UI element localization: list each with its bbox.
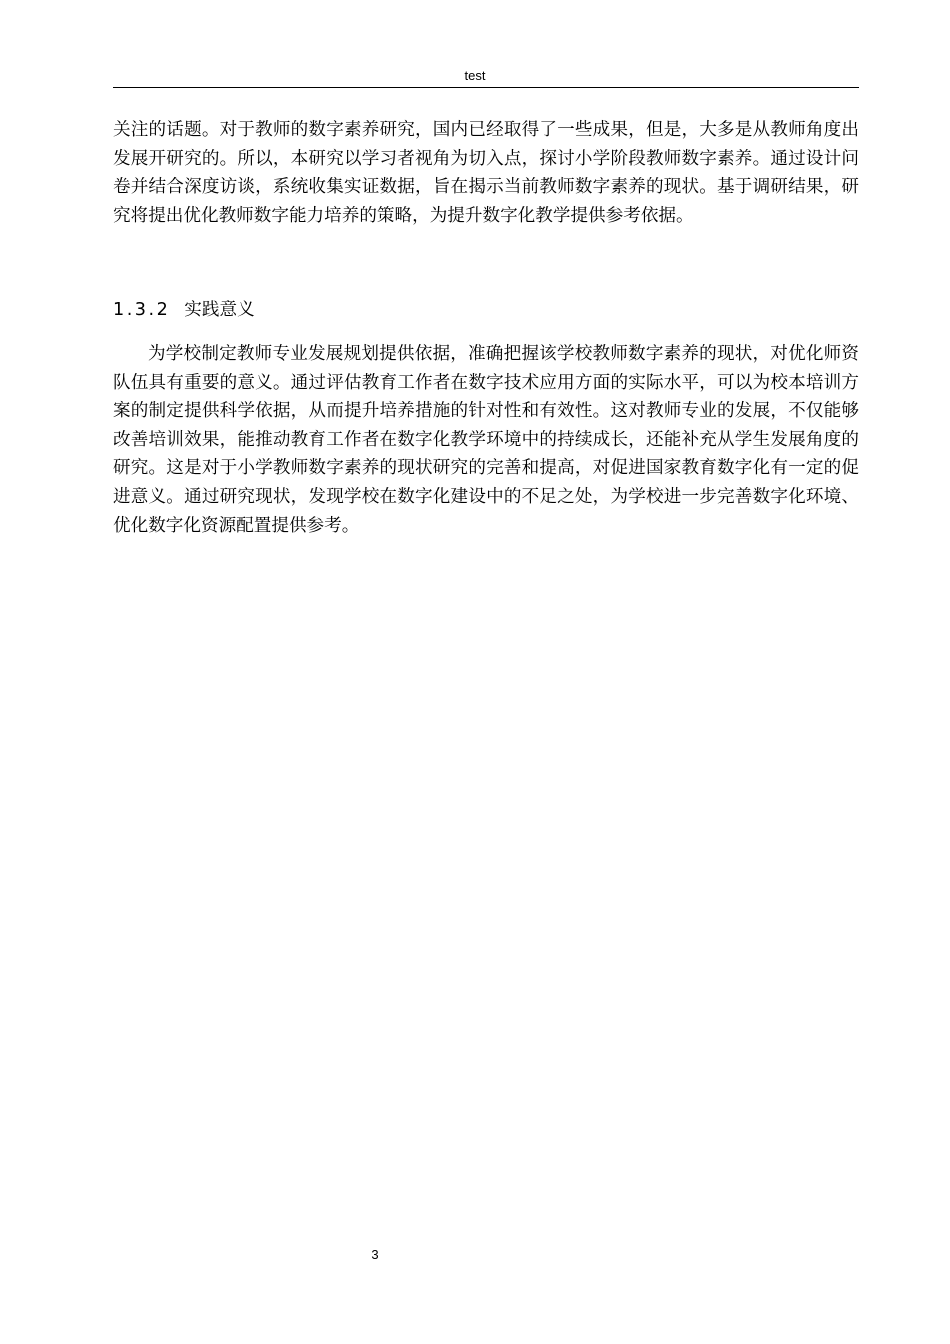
body-paragraph: 关注的话题。对于教师的数字素养研究，国内已经取得了一些成果，但是，大多是从教师角度出发展开研究的。所以，本研究以学习者视角为切入点，探讨小学阶段教师数字素养。通过设计问卷并结合深度访谈，系统收集实证数据，旨在揭示当前教师数字素养的现状。基于调研结果，研究将提出优化教师数字能力培养的策略，为提升数字化教学提供参考依据。	[113, 120, 859, 226]
header-divider	[113, 87, 859, 88]
page-number: 3	[371, 1247, 379, 1262]
section-heading	[113, 297, 859, 323]
section-title: 实践意义	[184, 300, 255, 320]
body-paragraph: 为学校制定教师专业发展规划提供依据，准确把握该学校教师数字素养的现状，对优化师资队伍具有重要的意义。通过评估教育工作者在数字技术应用方面的实际水平，可以为校本培训方案的制定提供科学依据，从而提升培养措施的针对性和有效性。这对教师专业的发展，不仅能够改善培训效果，能推动教育工作者在数字化教学环境中的持续成长，还能补充从学生发展角度的研究。这是对于小学教师数字素养的现状研究的完善和提高，对促进国家教育数字化有一定的促进意义。通过研究现状，发现学校在数字化建设中的不足之处，为学校进一步完善数字化环境、优化数字化资源配置提供参考。	[113, 344, 859, 536]
section-number: 1.3.2	[113, 300, 171, 320]
page-header-title: test	[464, 68, 486, 83]
